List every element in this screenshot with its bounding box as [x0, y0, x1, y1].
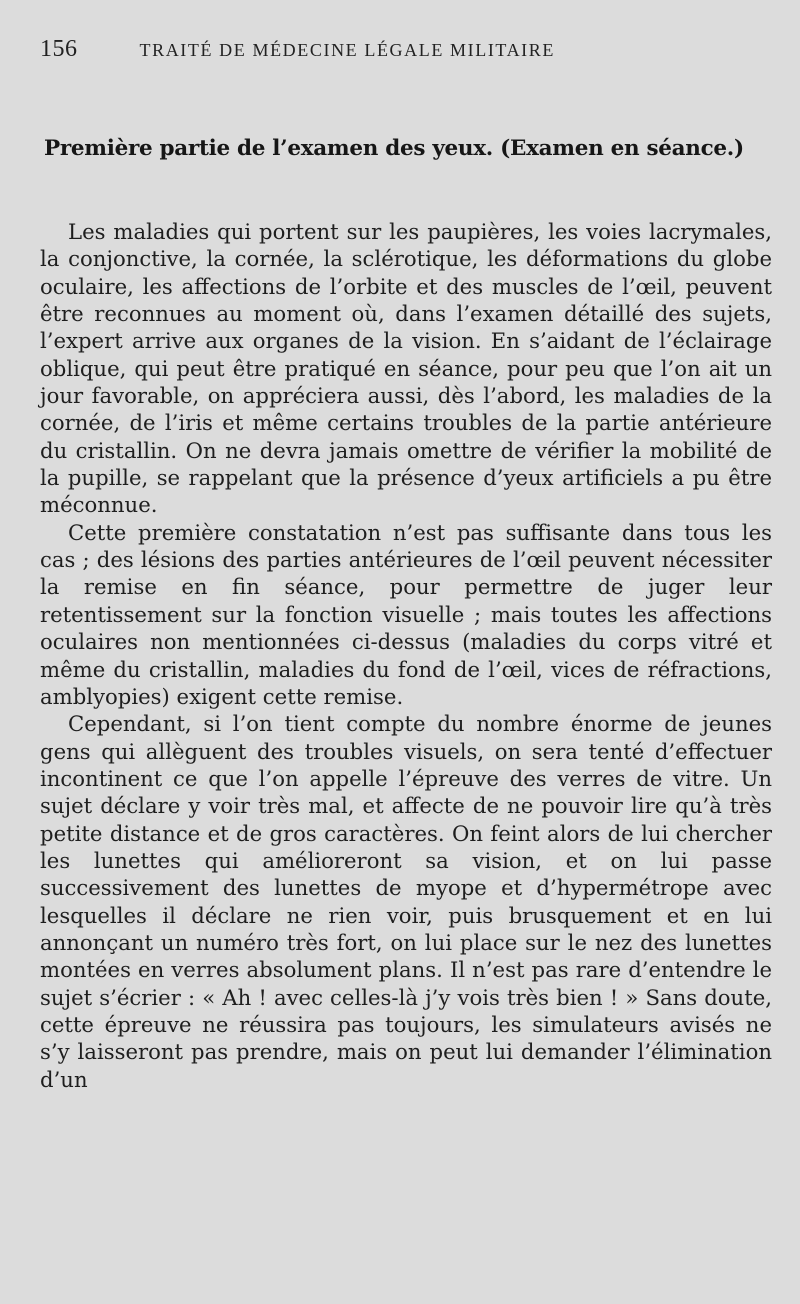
- paragraph-3: Cependant, si l’on tient compte du nombre énorme de jeunes gens qui allèguent des troubles visuels, on sera tenté d’effectuer incontinent ce que l’on appelle l’épreuve des verres de vitre. Un sujet déclare y voir très mal, et affecte de ne pouvoir lire qu’à très petite distance et de gros caractères. On feint alors de lui chercher les lunettes qui amélioreront sa vision, et on lui passe successivement des lunettes de myope et d’hypermétrope avec lesquelles il déclare ne rien voir, puis brusquement et en lui annonçant un numéro très fort, on lui place sur le nez des lunettes montées en verres absolument plans. Il n’est pas rare d’entendre le sujet s’écrier : « Ah ! avec celles-là j’y vois très bien ! » Sans doute, cette épreuve ne réussira pas toujours, les simulateurs avisés ne s’y laisseront pas prendre, mais on peut lui demander l’élimination d’un: [40, 711, 772, 1092]
- running-header: [40, 36, 772, 66]
- running-title: TRAITÉ DE MÉDECINE LÉGALE MILITAIRE: [139, 40, 555, 60]
- page-number: 156: [40, 36, 78, 62]
- paragraph-1: Les maladies qui portent sur les paupières, les voies lacrymales, la conjonctive, la cornée, la sclérotique, les déformations du globe oculaire, les affections de l’orbite et des muscles de l’œil, peuvent être reconnues au moment où, dans l’examen détaillé des sujets, l’expert arrive aux organes de la vision. En s’aidant de l’éclairage oblique, qui peut être pratiqué en séance, pour peu que l’on ait un jour favorable, on appréciera aussi, dès l’abord, les maladies de la cornée, de l’iris et même certains troubles de la partie antérieure du cristallin. On ne devra jamais omettre de vérifier la mobilité de la pupille, se rappelant que la présence d’yeux artificiels a pu être méconnue.: [40, 219, 772, 518]
- body-text: [40, 218, 772, 1093]
- paragraph-2: Cette première constatation n’est pas suffisante dans tous les cas ; des lésions des parties antérieures de l’œil peuvent nécessiter la remise en fin séance, pour permettre de juger leur retentissement sur la fonction visuelle ; mais toutes les affections oculaires non mentionnées ci-dessus (maladies du corps vitré et même du cristallin, maladies du fond de l’œil, vices de réfractions, amblyopies) exigent cette remise.: [40, 519, 772, 709]
- section-heading: Première partie de l’examen des yeux. (Examen en séance.): [44, 136, 744, 161]
